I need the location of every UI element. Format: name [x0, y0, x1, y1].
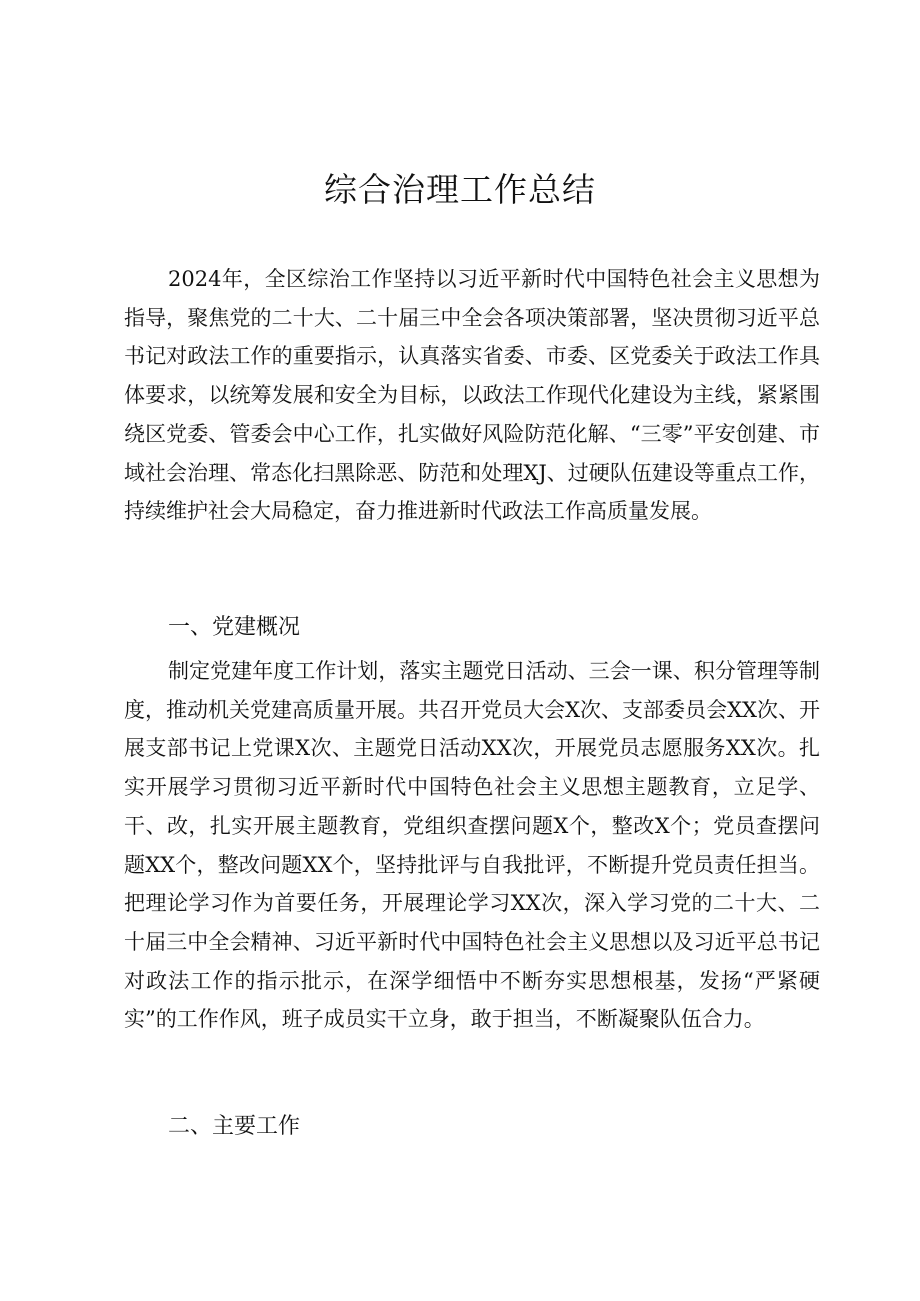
document-title: 综合治理工作总结: [324, 170, 596, 209]
section-heading-main-work: 二、主要工作: [168, 1114, 301, 1139]
section-heading-party-building: 一、党建概况: [168, 615, 301, 640]
party-building-paragraph: 制定党建年度工作计划，落实主题党日活动、三会一课、积分管理等制度，推动机关党建高质量开展。共召开党员大会X次、支部委员会XX次、开展支部书记上党课X次、主题党日活动XX次，开展党员志愿服务XX次。扎实开展学习贯彻习近平新时代中国特色社会主义思想主题教育，立足学、干、改，扎实开展主题教育，党组织查摆问题X个，整改X个；党员查摆问题XX个，整改问题XX个，坚持批评与自我批评，不断提升党员责任担当。把理论学习作为首要任务，开展理论学习XX次，深入学习党的二十大、二十届三中全会精神、习近平新时代中国特色社会主义思想以及习近平总书记对政法工作的指示批示，在深学细悟中不断夯实思想根基，发扬“严紧硬实”的工作作风，班子成员实干立身，敢于担当，不断凝聚队伍合力。: [124, 659, 820, 1032]
intro-paragraph: 2024年，全区综治工作坚持以习近平新时代中国特色社会主义思想为指导，聚焦党的二十大、二十届三中全会各项决策部署，坚决贯彻习近平总书记对政法工作的重要指示，认真落实省委、市委、区党委关于政法工作具体要求，以统筹发展和安全为目标，以政法工作现代化建设为主线，紧紧围绕区党委、管委会中心工作，扎实做好风险防范化解、“三零”平安创建、市域社会治理、常态化扫黑除恶、防范和处理XJ、过硬队伍建设等重点工作，持续维护社会大局稳定，奋力推进新时代政法工作高质量发展。: [124, 267, 820, 524]
